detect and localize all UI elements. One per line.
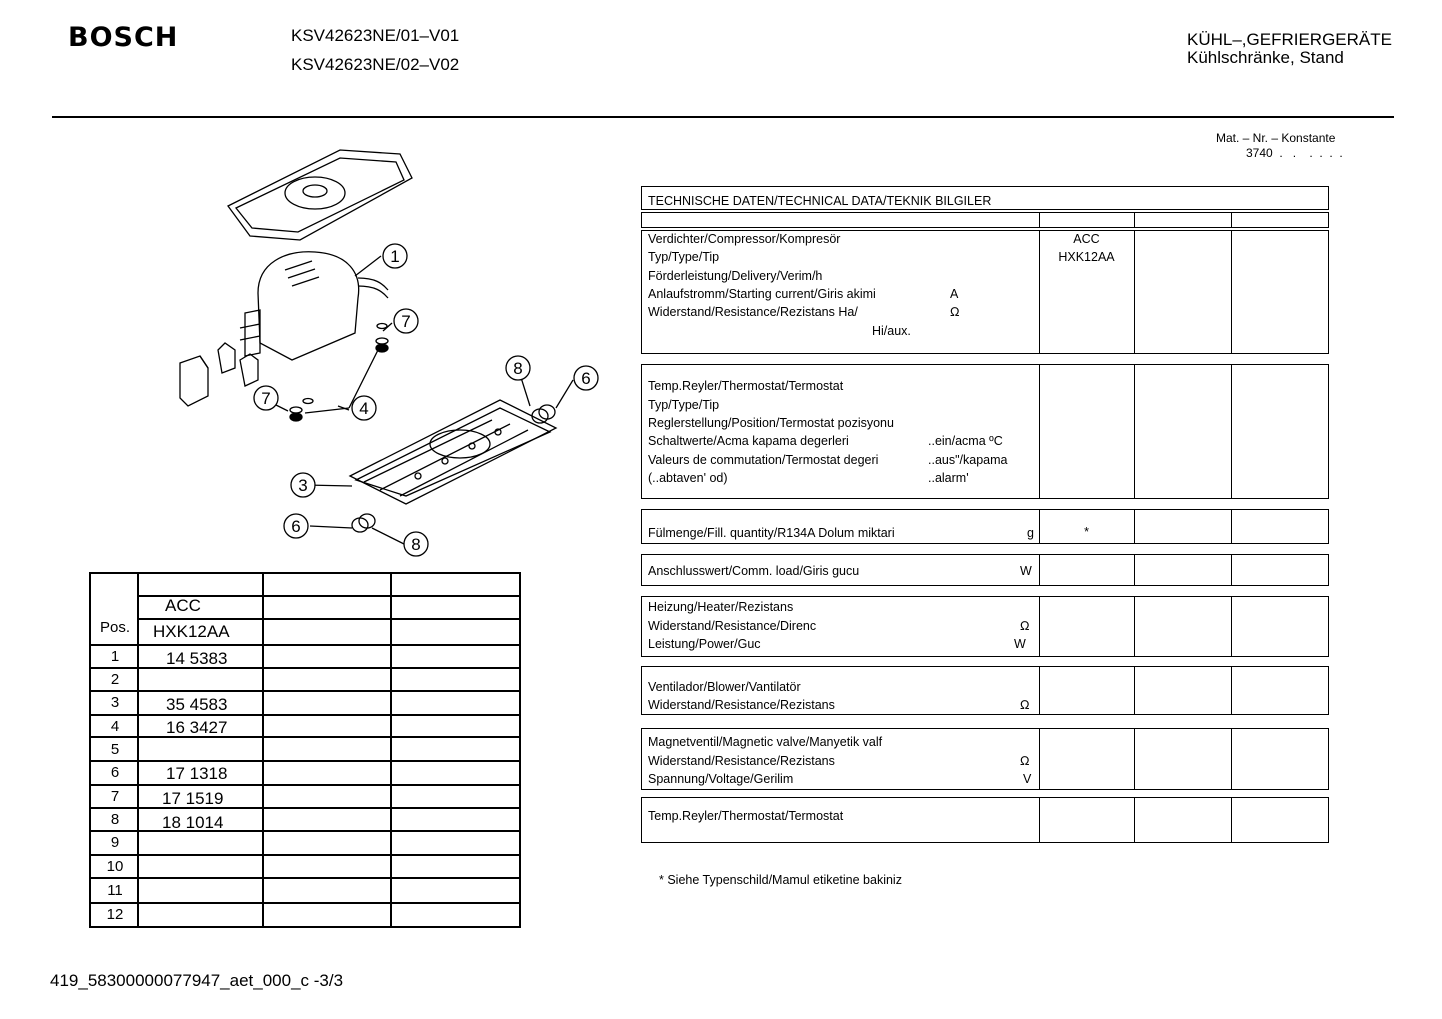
part-number: 18 1014 <box>162 813 224 832</box>
col-divider <box>1039 555 1040 585</box>
blower-line: Ventilador/Blower/Vantilatör <box>648 680 801 694</box>
col-divider <box>1231 597 1232 656</box>
col-divider <box>1231 729 1232 789</box>
row-divider <box>91 760 519 762</box>
part-number: 35 4583 <box>166 695 228 714</box>
pos-number: 12 <box>106 906 124 923</box>
unit-ohm: Ω <box>950 305 960 319</box>
row-divider <box>91 667 519 669</box>
footnote: * Siehe Typenschild/Mamul etiketine bakiniz <box>659 873 902 887</box>
tech-header-row <box>641 212 1329 228</box>
thermostat-side-note: ..alarm' <box>928 471 969 485</box>
fill-value: * <box>1084 525 1089 539</box>
part-number: 17 1519 <box>162 789 224 808</box>
compressor-value-type: ACC <box>1073 232 1100 246</box>
thermostat-line: Valeurs de commutation/Termostat degeri <box>648 453 879 467</box>
fill-section <box>641 509 1329 544</box>
fill-label: Fülmenge/Fill. quantity/R134A Dolum miktari <box>648 526 895 540</box>
pos-number: 8 <box>110 811 120 828</box>
col-divider <box>1134 798 1135 842</box>
row-divider <box>91 902 519 904</box>
heater-line: Widerstand/Resistance/Direnc <box>648 619 817 633</box>
model-line-2: KSV42623NE/02–V02 <box>291 55 460 74</box>
row-divider <box>91 807 519 809</box>
unit-ohm: Ω <box>1020 619 1030 633</box>
col-divider <box>1231 213 1232 227</box>
header-divider <box>52 116 1394 118</box>
valve-line: Widerstand/Resistance/Rezistans <box>648 754 835 768</box>
thermostat-side-note: ..ein/acma ºC <box>928 434 1003 448</box>
col-divider <box>1134 213 1135 227</box>
valve-line: Spannung/Voltage/Gerilim <box>648 772 794 786</box>
blower-section <box>641 666 1329 715</box>
compressor-line: Typ/Type/Tip <box>648 250 720 264</box>
part-number: 14 5383 <box>166 649 228 668</box>
heater-section <box>641 596 1329 657</box>
thermostat2-label: Temp.Reyler/Thermostat/Termostat <box>648 809 844 823</box>
valve-line: Magnetventil/Magnetic valve/Manyetik valf <box>648 735 883 749</box>
parts-header-type: ACC <box>165 596 201 615</box>
constant-value: 3740 . . . . . . <box>1246 146 1343 160</box>
row-divider <box>91 830 519 832</box>
row-divider <box>91 854 519 856</box>
col-divider <box>1134 231 1135 353</box>
heater-line: Leistung/Power/Guc <box>648 637 761 651</box>
col-divider <box>1134 667 1135 714</box>
row-divider <box>91 736 519 738</box>
col-divider <box>1039 729 1040 789</box>
thermostat-line: (..abtaven' od) <box>648 471 728 485</box>
col-divider <box>1039 597 1040 656</box>
thermostat-line: Schaltwerte/Acma kapama degerleri <box>648 434 849 448</box>
col-divider <box>1039 667 1040 714</box>
callout-8b: 8 <box>411 535 421 554</box>
model-line-1: KSV42623NE/01–V01 <box>291 26 460 45</box>
callout-6b: 6 <box>291 517 301 536</box>
row-divider <box>91 690 519 692</box>
col-divider <box>1134 510 1135 543</box>
blower-line: Widerstand/Resistance/Rezistans <box>648 698 835 712</box>
col-divider <box>1231 365 1232 498</box>
load-section <box>641 554 1329 586</box>
callout-1: 1 <box>390 247 400 266</box>
pos-number: 4 <box>110 718 120 735</box>
pos-number: 9 <box>110 834 120 851</box>
pos-number: 6 <box>110 764 120 781</box>
thermostat-section <box>641 364 1329 499</box>
compressor-line: Förderleistung/Delivery/Verim/h <box>648 269 823 283</box>
thermostat-side-note: ..aus"/kapama <box>928 453 1008 467</box>
col-divider <box>390 574 392 926</box>
pos-label: Pos. <box>99 619 130 636</box>
compressor-line: Widerstand/Resistance/Rezistans Ha/ <box>648 305 858 319</box>
unit-gram: g <box>1027 526 1034 540</box>
pos-number: 11 <box>107 882 123 899</box>
compressor-line: Verdichter/Compressor/Kompresör <box>648 232 841 246</box>
col-divider <box>1134 729 1135 789</box>
parts-table <box>89 572 521 928</box>
unit-watt: W <box>1020 564 1032 578</box>
parts-header-model: HXK12AA <box>153 622 230 641</box>
tech-title: TECHNISCHE DATEN/TECHNICAL DATA/TEKNIK BILGILER <box>648 194 992 208</box>
diagram-drawing <box>100 128 610 568</box>
col-divider <box>1039 213 1040 227</box>
compressor-section <box>641 230 1329 354</box>
callout-8a: 8 <box>513 359 523 378</box>
row-divider <box>91 644 519 646</box>
col-divider <box>1039 365 1040 498</box>
pos-number: 10 <box>106 858 124 875</box>
callout-6a: 6 <box>581 369 591 388</box>
row-divider <box>91 784 519 786</box>
unit-ohm: Ω <box>1020 754 1030 768</box>
col-divider <box>1231 510 1232 543</box>
thermostat2-section <box>641 797 1329 843</box>
unit-ampere: A <box>950 287 959 301</box>
compressor-line: Anlaufstromm/Starting current/Giris akimi <box>648 287 876 301</box>
col-divider <box>1231 231 1232 353</box>
row-divider <box>139 618 519 620</box>
col-divider <box>1231 555 1232 585</box>
unit-watt: W <box>1014 637 1026 651</box>
row-divider <box>91 714 519 716</box>
col-divider <box>1134 555 1135 585</box>
category-subtitle: Kühlschränke, Stand <box>1187 48 1344 67</box>
col-divider <box>1134 365 1135 498</box>
callout-7a: 7 <box>401 312 411 331</box>
callout-4: 4 <box>359 399 369 418</box>
callout-7b: 7 <box>261 389 271 408</box>
thermostat-line: Temp.Reyler/Thermostat/Termostat <box>648 379 844 393</box>
document-id: 419_58300000077947_aet_000_c -3/3 <box>50 971 344 990</box>
pos-number: 3 <box>110 694 120 711</box>
exploded-diagram <box>100 128 610 568</box>
compressor-value-model: HXK12AA <box>1058 250 1115 264</box>
col-divider <box>1231 798 1232 842</box>
brand-logo: BOSCH <box>68 22 179 53</box>
category-title: KÜHL–,GEFRIERGERÄTE <box>1187 30 1392 49</box>
pos-number: 1 <box>110 648 120 665</box>
tech-title-box <box>641 186 1329 210</box>
thermostat-line: Typ/Type/Tip <box>648 398 720 412</box>
part-number: 17 1318 <box>166 764 228 783</box>
constant-label: Mat. – Nr. – Konstante <box>1216 131 1336 145</box>
thermostat-line: Reglerstellung/Position/Termostat pozisyonu <box>648 416 894 430</box>
col-divider <box>262 574 264 926</box>
pos-number: 7 <box>110 788 120 805</box>
col-divider <box>1231 667 1232 714</box>
load-label: Anschlusswert/Comm. load/Giris gucu <box>648 564 860 578</box>
pos-number: 2 <box>110 671 120 688</box>
compressor-line: Hi/aux. <box>872 324 911 338</box>
valve-section <box>641 728 1329 790</box>
unit-ohm: Ω <box>1020 698 1030 712</box>
part-number: 16 3427 <box>166 718 228 737</box>
row-divider <box>91 877 519 879</box>
unit-volt: V <box>1023 772 1032 786</box>
heater-line: Heizung/Heater/Rezistans <box>648 600 794 614</box>
col-divider <box>1134 597 1135 656</box>
col-divider <box>1039 798 1040 842</box>
pos-number: 5 <box>110 741 120 758</box>
callout-3: 3 <box>298 476 308 495</box>
